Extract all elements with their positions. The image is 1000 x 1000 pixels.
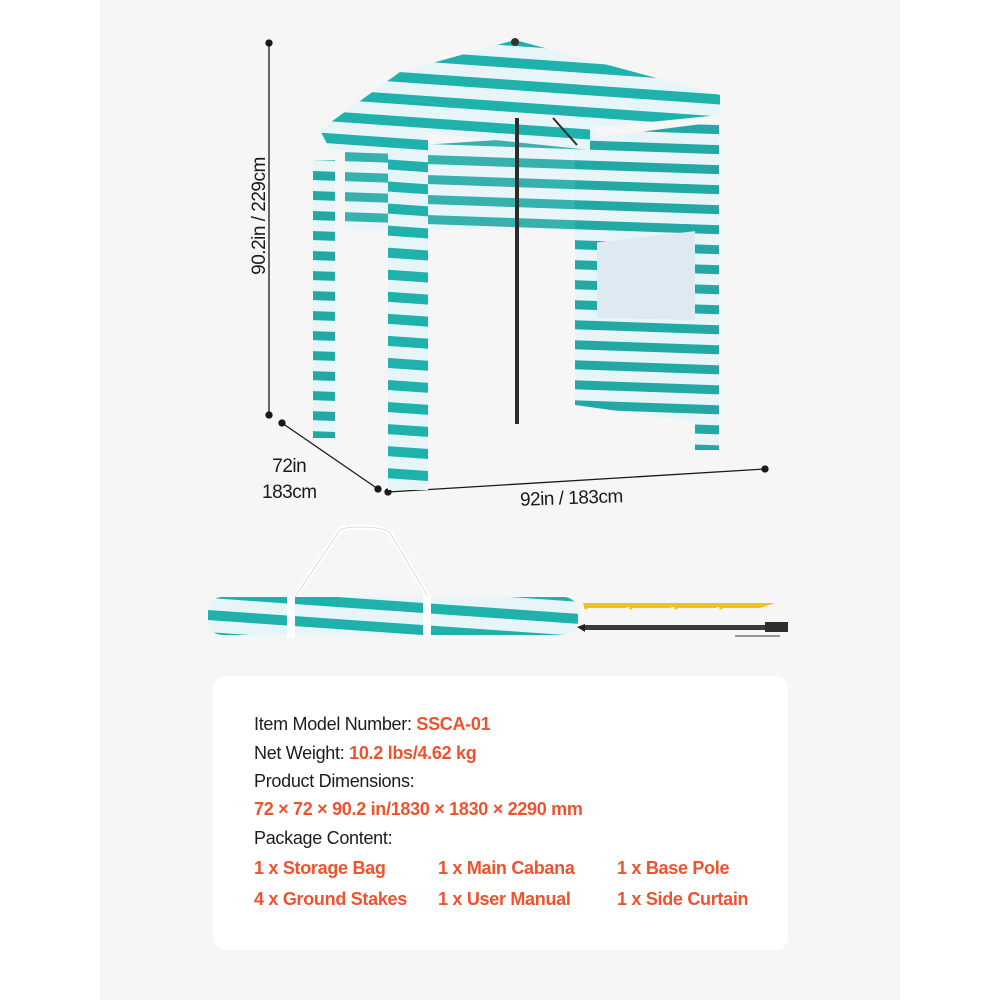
mesh-window xyxy=(592,230,705,320)
package-content-label: Package Content: xyxy=(254,828,393,848)
model-number-label: Item Model Number: xyxy=(254,714,412,734)
dimensions-label: Product Dimensions: xyxy=(254,771,415,791)
depth-cm: 183cm xyxy=(262,482,317,503)
ground-stakes xyxy=(583,603,775,610)
height-dimension-label: 90.2in / 229cm xyxy=(249,157,270,275)
model-number-value: SSCA-01 xyxy=(416,714,491,734)
package-item: 1 x User Manual xyxy=(438,889,571,909)
dimensions-value: 72 × 72 × 90.2 in/1830 × 1830 × 2290 mm xyxy=(254,799,583,819)
net-weight-row xyxy=(254,743,476,764)
net-weight-label: Net Weight: xyxy=(254,743,345,763)
net-weight-value: 10.2 lbs/4.62 kg xyxy=(349,743,477,763)
package-item: 1 x Storage Bag xyxy=(254,858,386,878)
depth-inches: 72in xyxy=(272,456,307,477)
cabana-leg xyxy=(388,130,428,490)
storage-bag xyxy=(208,527,578,638)
model-number-row xyxy=(254,714,490,735)
package-item: 1 x Side Curtain xyxy=(617,889,749,909)
spec-card xyxy=(213,676,788,950)
cabana-leg xyxy=(313,160,335,438)
depth-dimension-label xyxy=(262,454,317,506)
width-dimension-label: 92in / 183cm xyxy=(519,486,624,511)
package-item: 1 x Base Pole xyxy=(617,858,730,878)
package-item: 4 x Ground Stakes xyxy=(254,889,407,909)
package-item: 1 x Main Cabana xyxy=(438,858,575,878)
base-pole xyxy=(577,622,788,637)
